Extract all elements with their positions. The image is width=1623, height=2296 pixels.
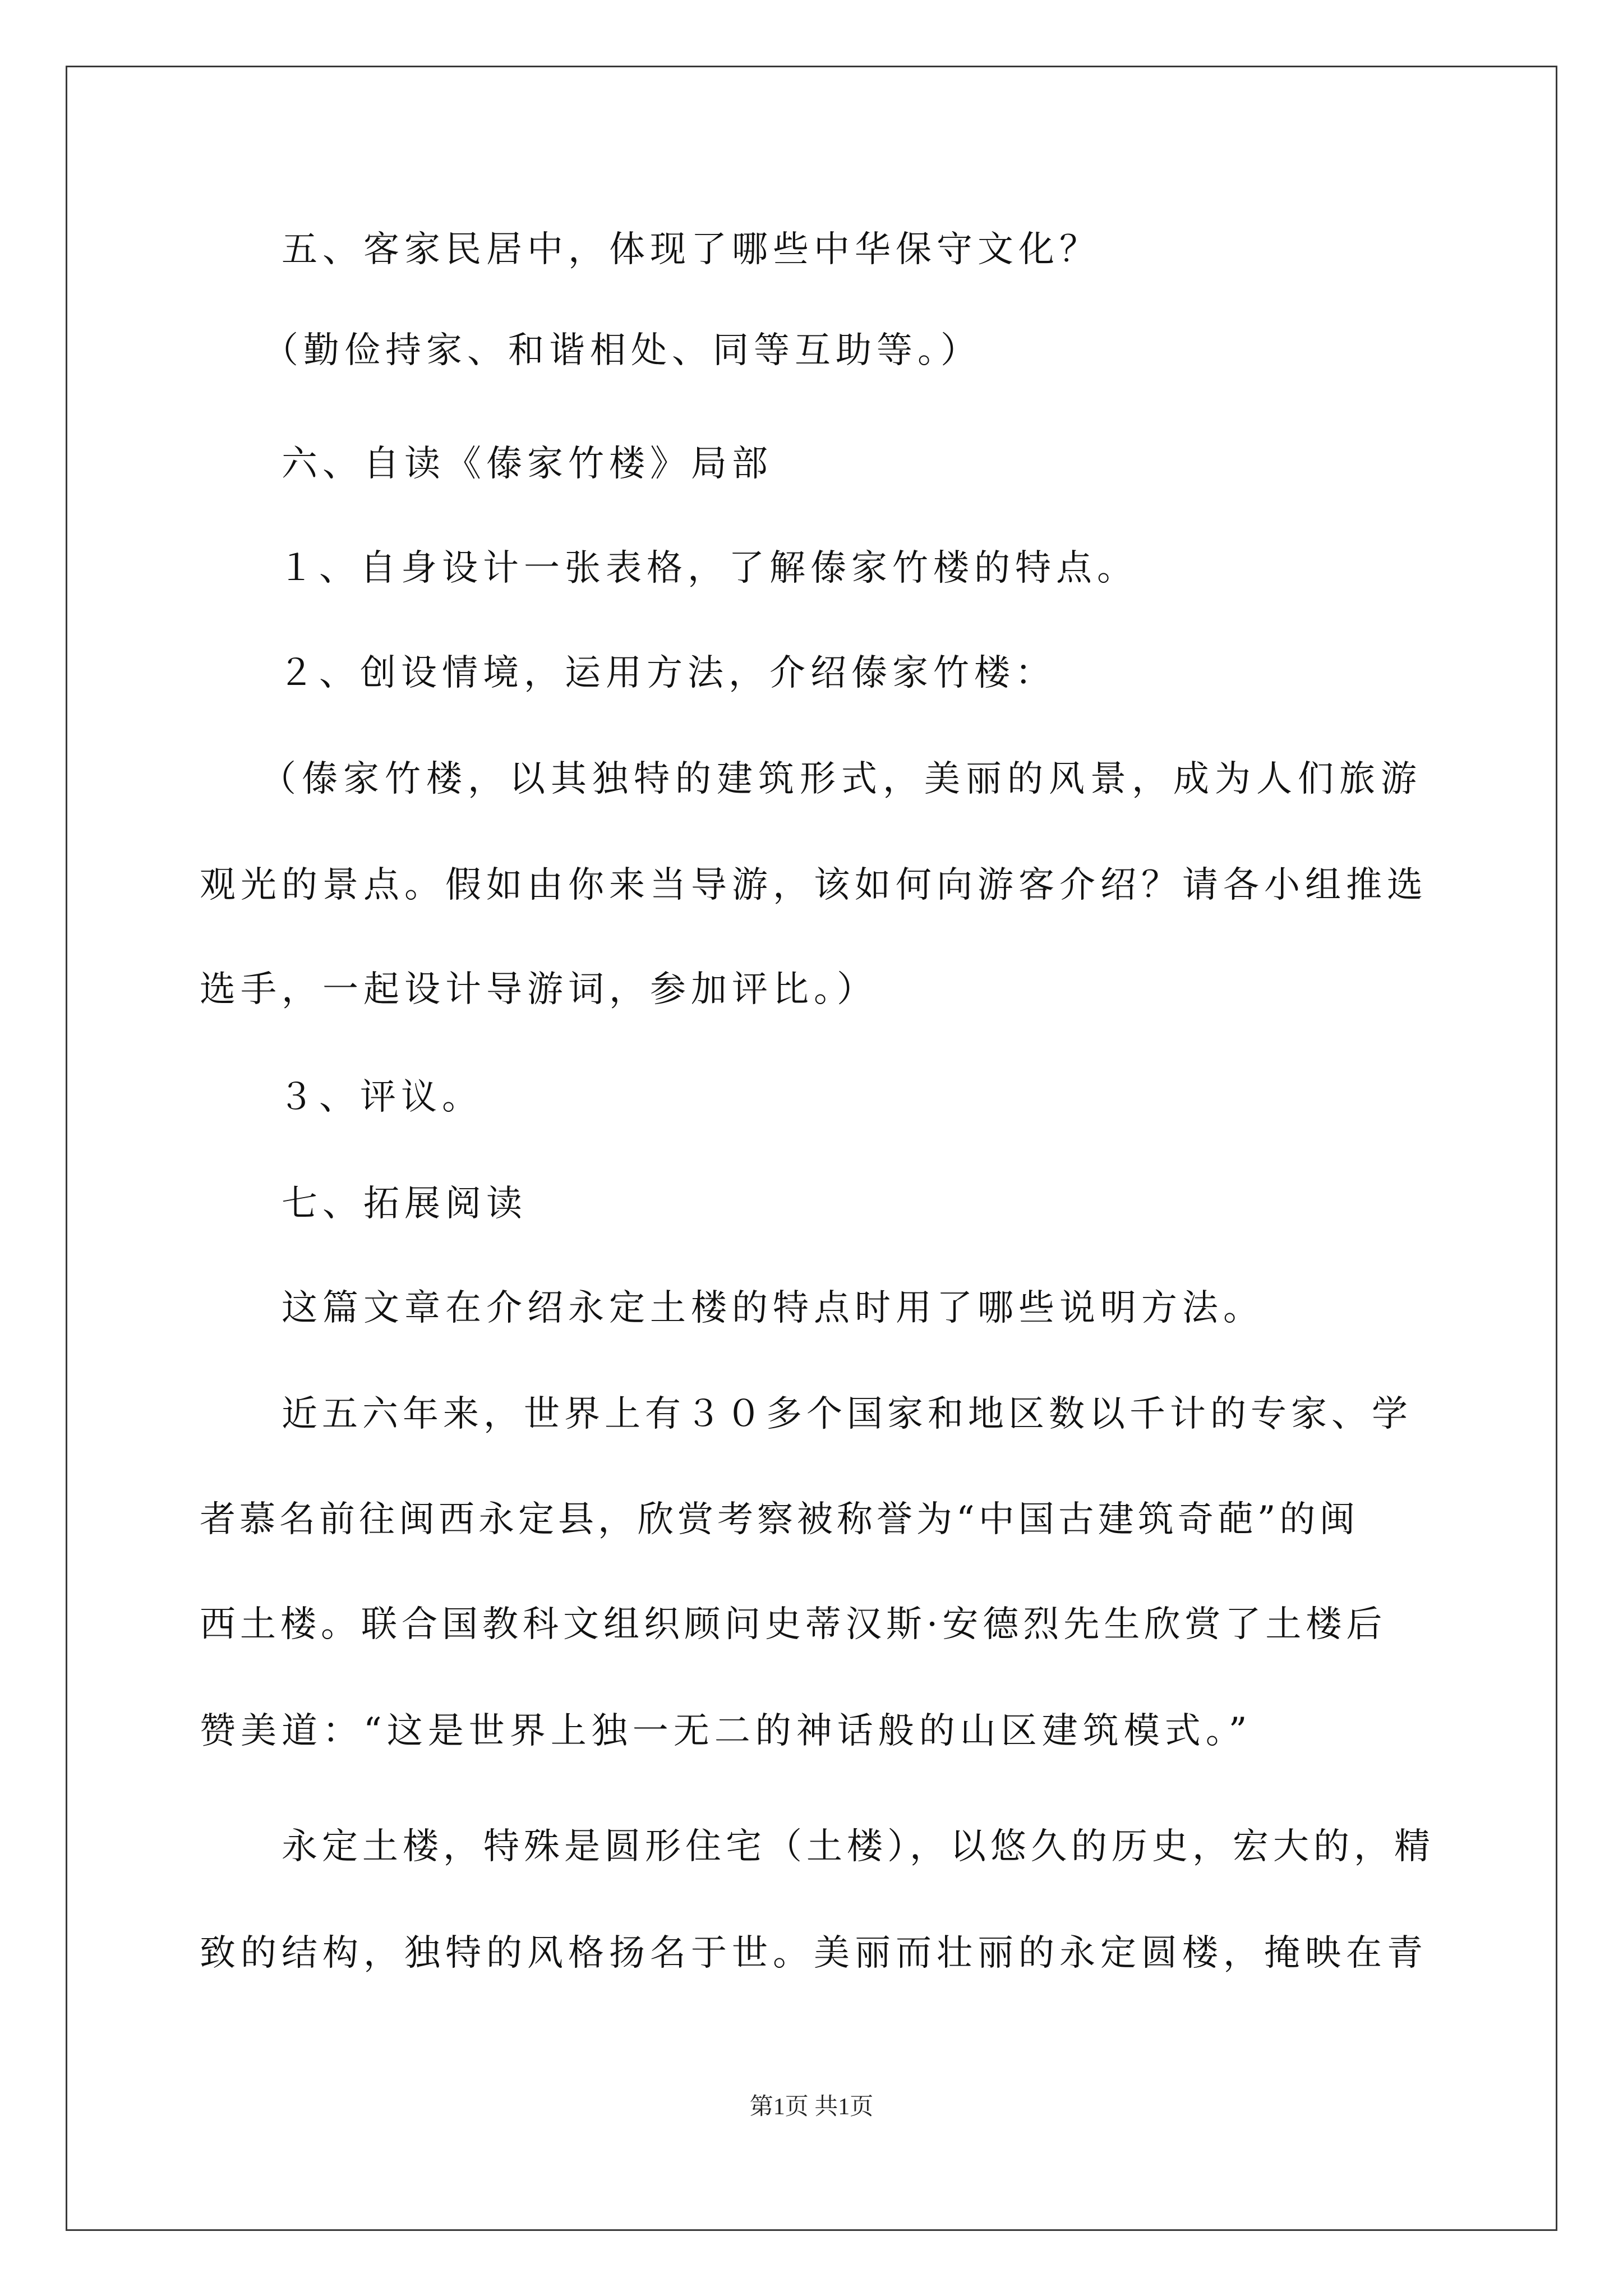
heading-section-6: 六、自读《傣家竹楼》局部 (282, 443, 773, 485)
paragraph-line: 观光的景点。假如由你来当导游，该如何向游客介绍？请各小组推选 (200, 864, 1428, 906)
paragraph-line: 赞美道：“这是世界上独一无二的神话般的山区建筑模式。” (200, 1710, 1252, 1752)
paragraph-line: （勤俭持家、和谐相处、同等互助等。） (262, 330, 981, 371)
paragraph-line: 选手，一起设计导游词，参加评比。） (200, 969, 878, 1010)
list-item-1: １、自身设计一张表格，了解傣家竹楼的特点。 (278, 547, 1138, 589)
paragraph-line: 永定土楼，特殊是圆形住宅（土楼），以悠久的历史，宏大的，精 (282, 1826, 1435, 1867)
list-item-2: ２、创设情境，运用方法，介绍傣家竹楼： (278, 652, 1056, 694)
paragraph-line: 致的结构，独特的风格扬名于世。美丽而壮丽的永定圆楼，掩映在青 (200, 1932, 1428, 1974)
paragraph-line: 西土楼。联合国教科文组织顾问史蒂汉斯·安德烈先生欣赏了土楼后 (200, 1604, 1387, 1645)
list-item-3: ３、评议。 (278, 1076, 483, 1118)
paragraph-line: 近五六年来，世界上有３０多个国家和地区数以千计的专家、学 (282, 1393, 1412, 1435)
paragraph-line: 这篇文章在介绍永定土楼的特点时用了哪些说明方法。 (282, 1287, 1264, 1329)
page-border (66, 66, 1557, 2231)
page-number-footer: 第1页 共1页 (749, 2094, 874, 2120)
paragraph-line: 者慕名前往闽西永定县，欣赏考察被称誉为“中国古建筑奇葩”的闽 (200, 1499, 1359, 1540)
heading-section-5: 五、客家民居中，体现了哪些中华保守文化？ (282, 229, 1100, 270)
paragraph-line: （傣家竹楼，以其独特的建筑形式，美丽的风景，成为人们旅游 (260, 758, 1422, 800)
heading-section-7: 七、拓展阅读 (282, 1183, 527, 1225)
